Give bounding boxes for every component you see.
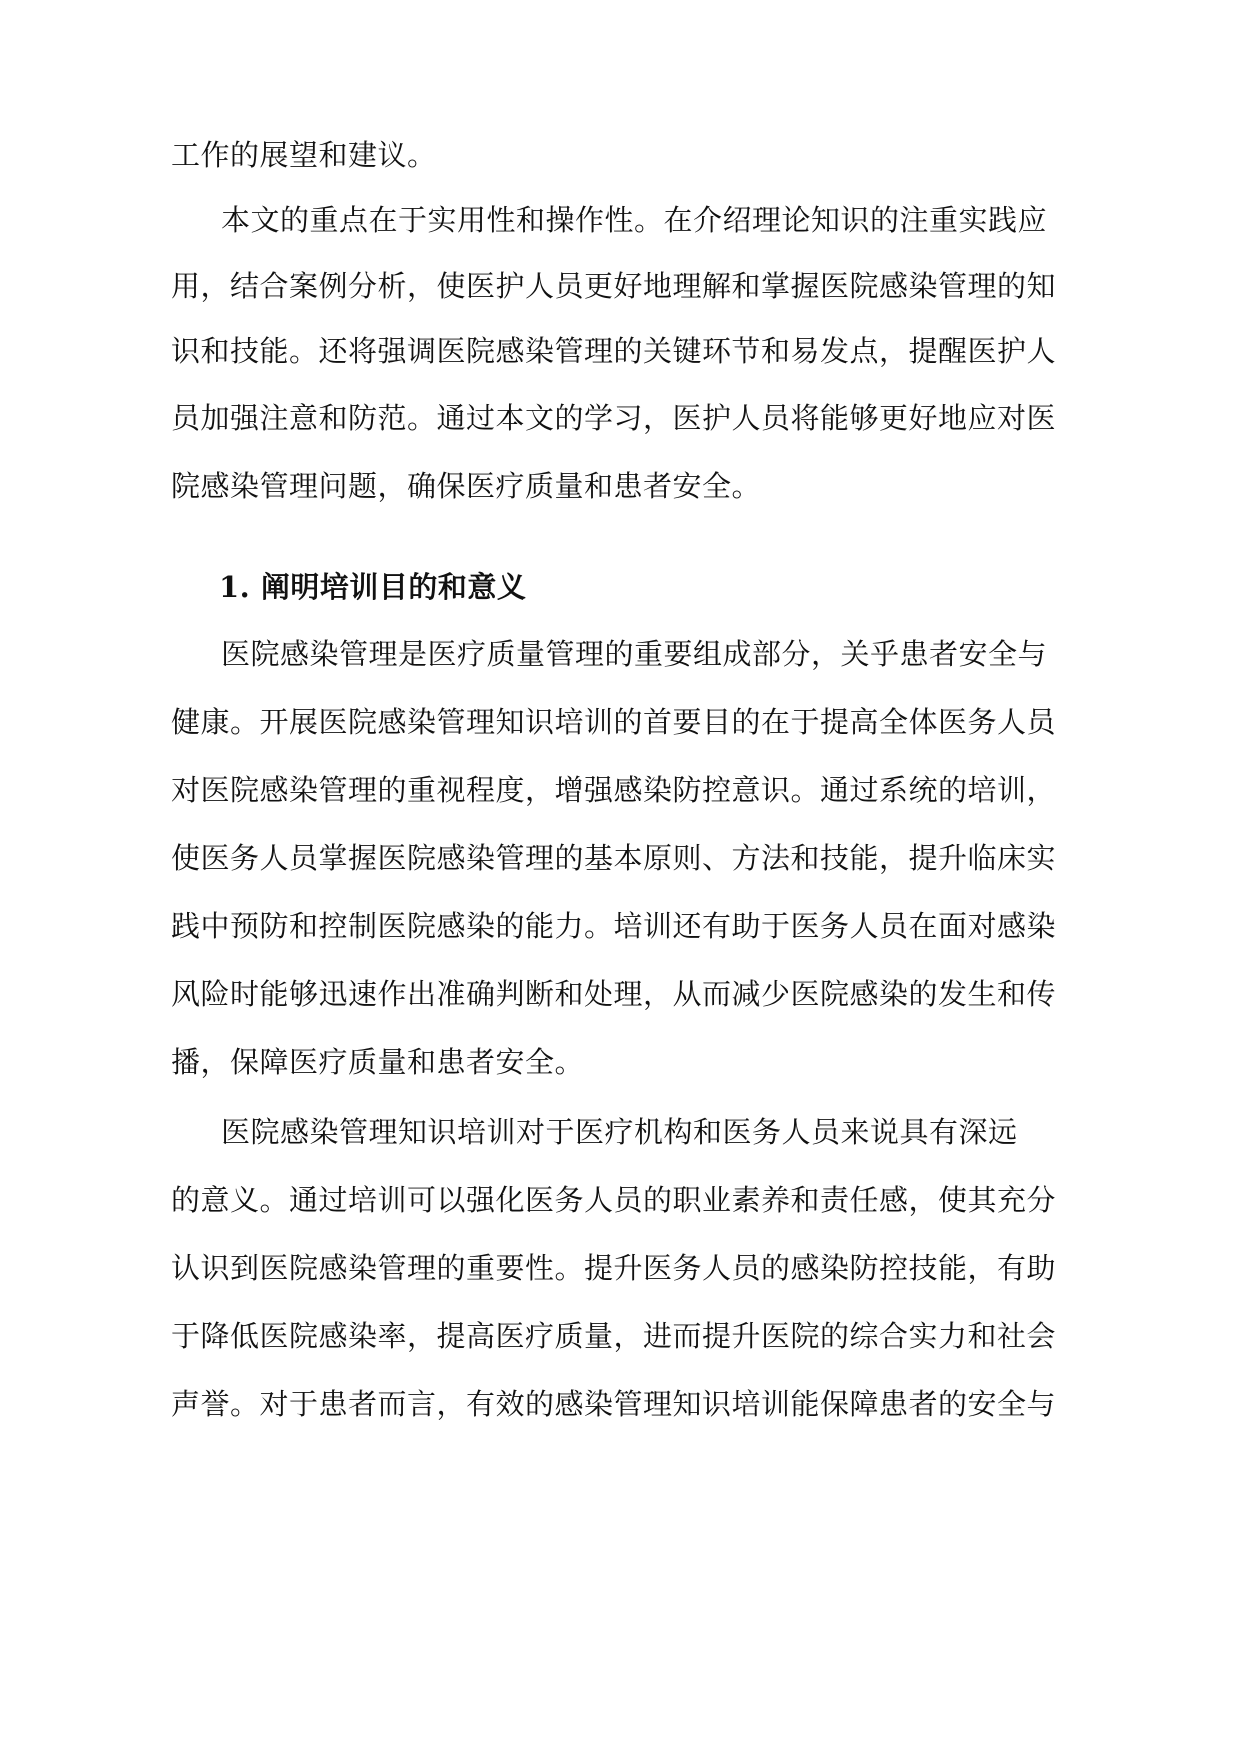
text-line: 对医院感染管理的重视程度，增强感染防控意识。通过系统的培训，: [171, 773, 1057, 807]
text-line: 院感染管理问题，确保医疗质量和患者安全。: [171, 469, 762, 503]
text-line: 本文的重点在于实用性和操作性。在介绍理论知识的注重实践应: [221, 203, 1048, 237]
text-line: 风险时能够迅速作出准确判断和处理，从而减少医院感染的发生和传: [171, 977, 1057, 1011]
text-line: 医院感染管理知识培训对于医疗机构和医务人员来说具有深远: [221, 1115, 1018, 1149]
section-heading: 1. 阐明培训目的和意义: [219, 570, 527, 604]
text-line: 使医务人员掌握医院感染管理的基本原则、方法和技能，提升临床实: [171, 841, 1057, 875]
text-line: 的意义。通过培训可以强化医务人员的职业素养和责任感，使其充分: [171, 1183, 1057, 1217]
text-line: 于降低医院感染率，提高医疗质量，进而提升医院的综合实力和社会: [171, 1319, 1057, 1353]
text-line: 践中预防和控制医院感染的能力。培训还有助于医务人员在面对感染: [171, 909, 1057, 943]
text-line: 认识到医院感染管理的重要性。提升医务人员的感染防控技能，有助: [171, 1251, 1057, 1285]
text-line: 声誉。对于患者而言，有效的感染管理知识培训能保障患者的安全与: [171, 1387, 1057, 1421]
text-line: 识和技能。还将强调医院感染管理的关键环节和易发点，提醒医护人: [171, 334, 1057, 368]
text-line: 用，结合案例分析，使医护人员更好地理解和掌握医院感染管理的知: [171, 269, 1057, 303]
text-line: 员加强注意和防范。通过本文的学习，医护人员将能够更好地应对医: [171, 401, 1057, 435]
text-line: 健康。开展医院感染管理知识培训的首要目的在于提高全体医务人员: [171, 705, 1057, 739]
text-line: 播，保障医疗质量和患者安全。: [171, 1045, 585, 1079]
text-line: 医院感染管理是医疗质量管理的重要组成部分，关乎患者安全与: [221, 637, 1048, 671]
text-line: 工作的展望和建议。: [171, 138, 437, 172]
